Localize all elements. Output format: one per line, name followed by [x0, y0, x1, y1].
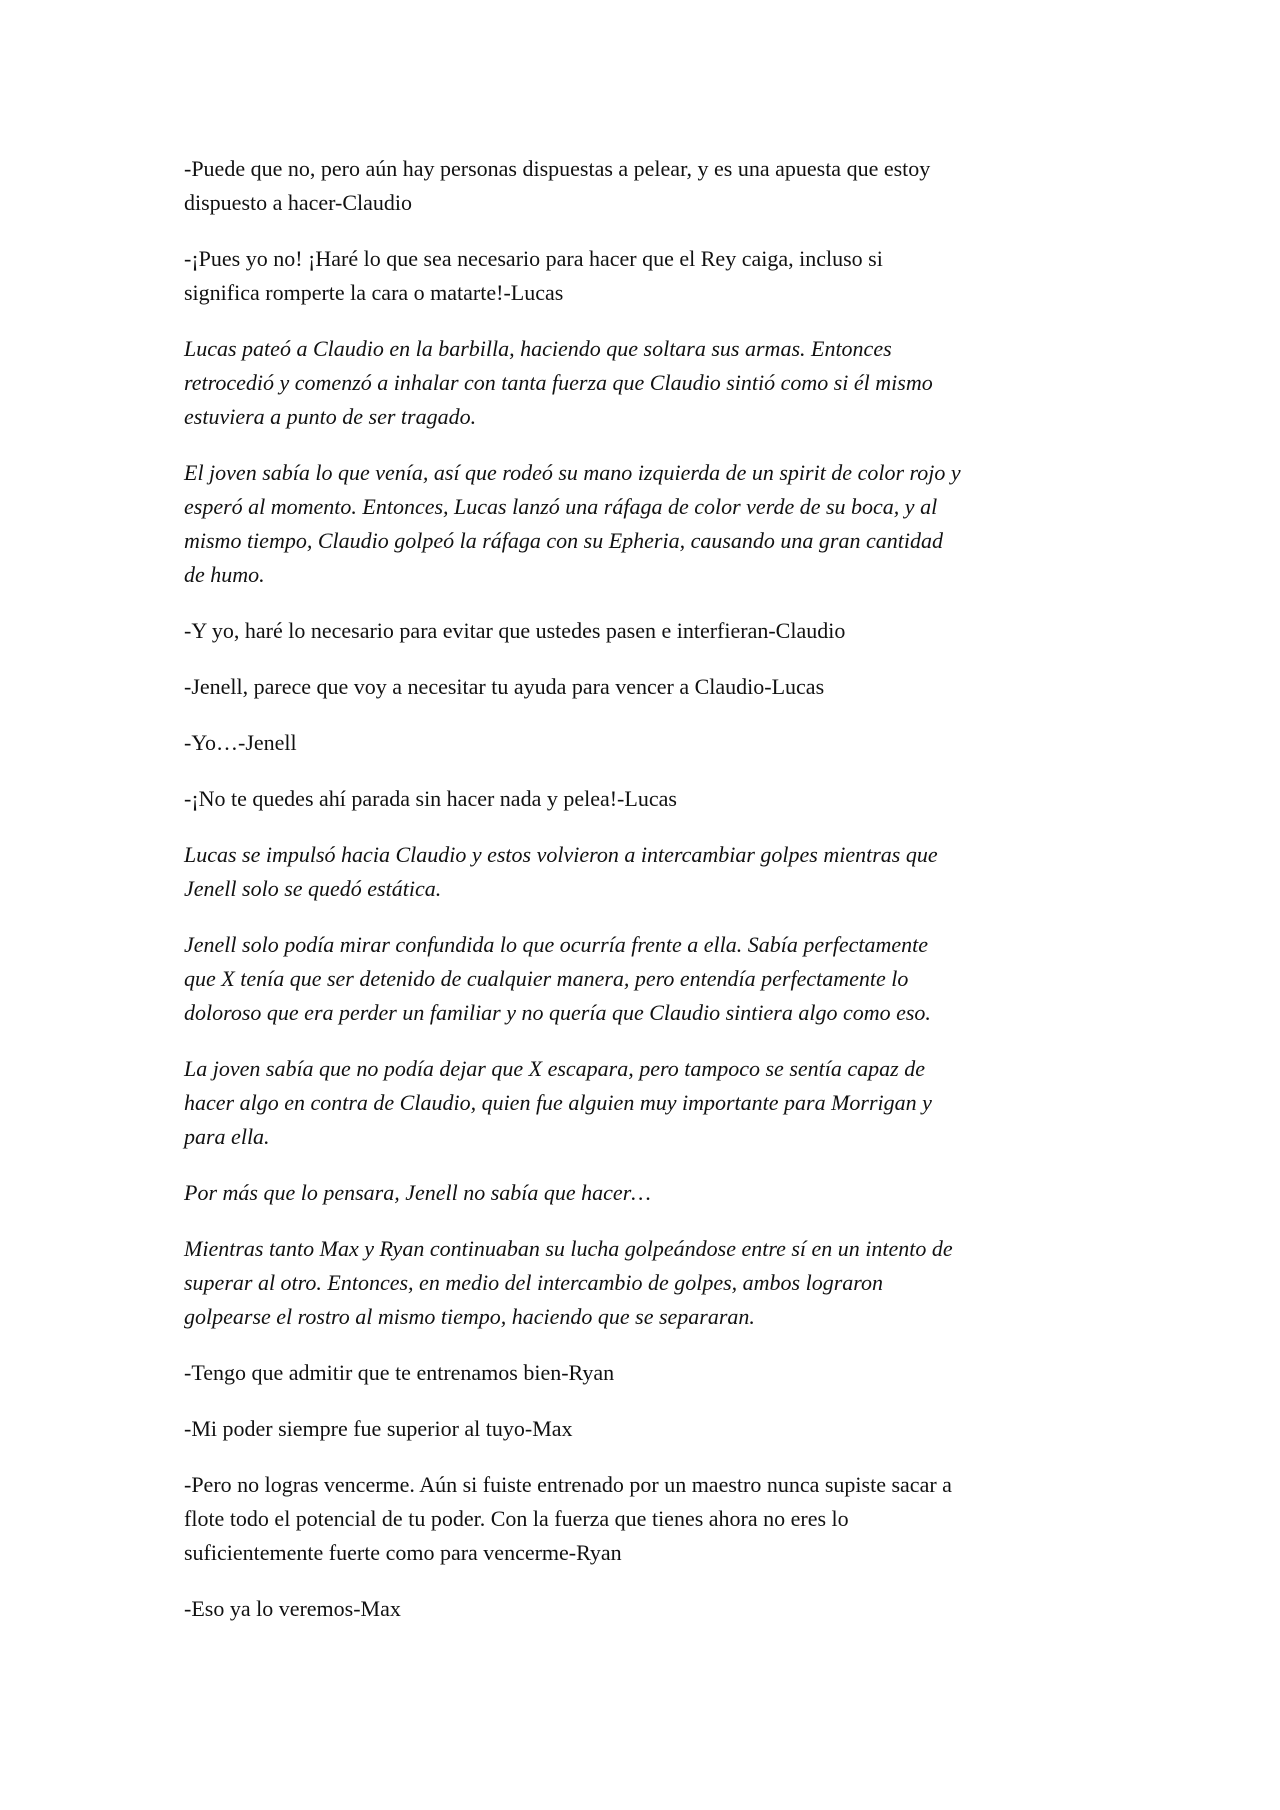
dialogue-paragraph — [184, 1412, 1144, 1446]
document-page — [184, 152, 1144, 1648]
dialogue-paragraph — [184, 1592, 1144, 1626]
text-line: -Puede que no, pero aún hay personas dispuestas a pelear, y es una apuesta que estoy — [184, 156, 931, 181]
text-line: de humo. — [184, 562, 265, 587]
text-line: -Jenell, parece que voy a necesitar tu ayuda para vencer a Claudio-Lucas — [184, 674, 825, 699]
text-line: retrocedió y comenzó a inhalar con tanta fuerza que Claudio sintió como si él mismo — [184, 370, 933, 395]
narration-paragraph — [184, 1232, 1144, 1334]
text-line: flote todo el potencial de tu poder. Con la fuerza que tienes ahora no eres lo — [184, 1506, 849, 1531]
text-line: significa romperte la cara o matarte!-Lucas — [184, 280, 564, 305]
text-line: estuviera a punto de ser tragado. — [184, 404, 477, 429]
dialogue-paragraph — [184, 242, 1144, 310]
text-line: doloroso que era perder un familiar y no quería que Claudio sintiera algo como eso. — [184, 1000, 931, 1025]
dialogue-paragraph — [184, 782, 1144, 816]
narration-paragraph — [184, 1176, 1144, 1210]
text-line: golpearse el rostro al mismo tiempo, haciendo que se separaran. — [184, 1304, 755, 1329]
text-line: para ella. — [184, 1124, 270, 1149]
text-line: Jenell solo podía mirar confundida lo que ocurría frente a ella. Sabía perfectamente — [184, 932, 929, 957]
dialogue-paragraph — [184, 614, 1144, 648]
text-line: Mientras tanto Max y Ryan continuaban su lucha golpeándose entre sí en un intento de — [184, 1236, 953, 1261]
text-line: -Yo…-Jenell — [184, 730, 297, 755]
text-line: La joven sabía que no podía dejar que X escapara, pero tampoco se sentía capaz de — [184, 1056, 925, 1081]
narration-paragraph — [184, 1052, 1144, 1154]
text-line: superar al otro. Entonces, en medio del intercambio de golpes, ambos lograron — [184, 1270, 884, 1295]
text-line: mismo tiempo, Claudio golpeó la ráfaga con su Epheria, causando una gran cantidad — [184, 528, 943, 553]
text-line: -Pero no logras vencerme. Aún si fuiste entrenado por un maestro nunca supiste sacar a — [184, 1472, 952, 1497]
text-line: -Y yo, haré lo necesario para evitar que ustedes pasen e interfieran-Claudio — [184, 618, 846, 643]
text-line: Lucas se impulsó hacia Claudio y estos volvieron a intercambiar golpes mientras que — [184, 842, 938, 867]
text-line: esperó al momento. Entonces, Lucas lanzó una ráfaga de color verde de su boca, y al — [184, 494, 938, 519]
text-line: que X tenía que ser detenido de cualquier manera, pero entendía perfectamente lo — [184, 966, 909, 991]
narration-paragraph — [184, 928, 1144, 1030]
narration-paragraph — [184, 456, 1144, 592]
text-line: Por más que lo pensara, Jenell no sabía que hacer… — [184, 1180, 651, 1205]
narration-paragraph — [184, 838, 1144, 906]
text-line: -¡Pues yo no! ¡Haré lo que sea necesario para hacer que el Rey caiga, incluso si — [184, 246, 883, 271]
dialogue-paragraph — [184, 1468, 1144, 1570]
text-line: El joven sabía lo que venía, así que rodeó su mano izquierda de un spirit de color rojo y — [184, 460, 961, 485]
text-line: -Tengo que admitir que te entrenamos bien-Ryan — [184, 1360, 615, 1385]
dialogue-paragraph — [184, 726, 1144, 760]
text-line: -Mi poder siempre fue superior al tuyo-Max — [184, 1416, 573, 1441]
text-line: Lucas pateó a Claudio en la barbilla, haciendo que soltara sus armas. Entonces — [184, 336, 892, 361]
text-line: -¡No te quedes ahí parada sin hacer nada y pelea!-Lucas — [184, 786, 677, 811]
dialogue-paragraph — [184, 670, 1144, 704]
text-line: dispuesto a hacer-Claudio — [184, 190, 413, 215]
dialogue-paragraph — [184, 152, 1144, 220]
text-line: Jenell solo se quedó estática. — [184, 876, 442, 901]
text-line: -Eso ya lo veremos-Max — [184, 1596, 401, 1621]
narration-paragraph — [184, 332, 1144, 434]
dialogue-paragraph — [184, 1356, 1144, 1390]
text-line: suficientemente fuerte como para vencerme-Ryan — [184, 1540, 622, 1565]
text-line: hacer algo en contra de Claudio, quien fue alguien muy importante para Morrigan y — [184, 1090, 932, 1115]
